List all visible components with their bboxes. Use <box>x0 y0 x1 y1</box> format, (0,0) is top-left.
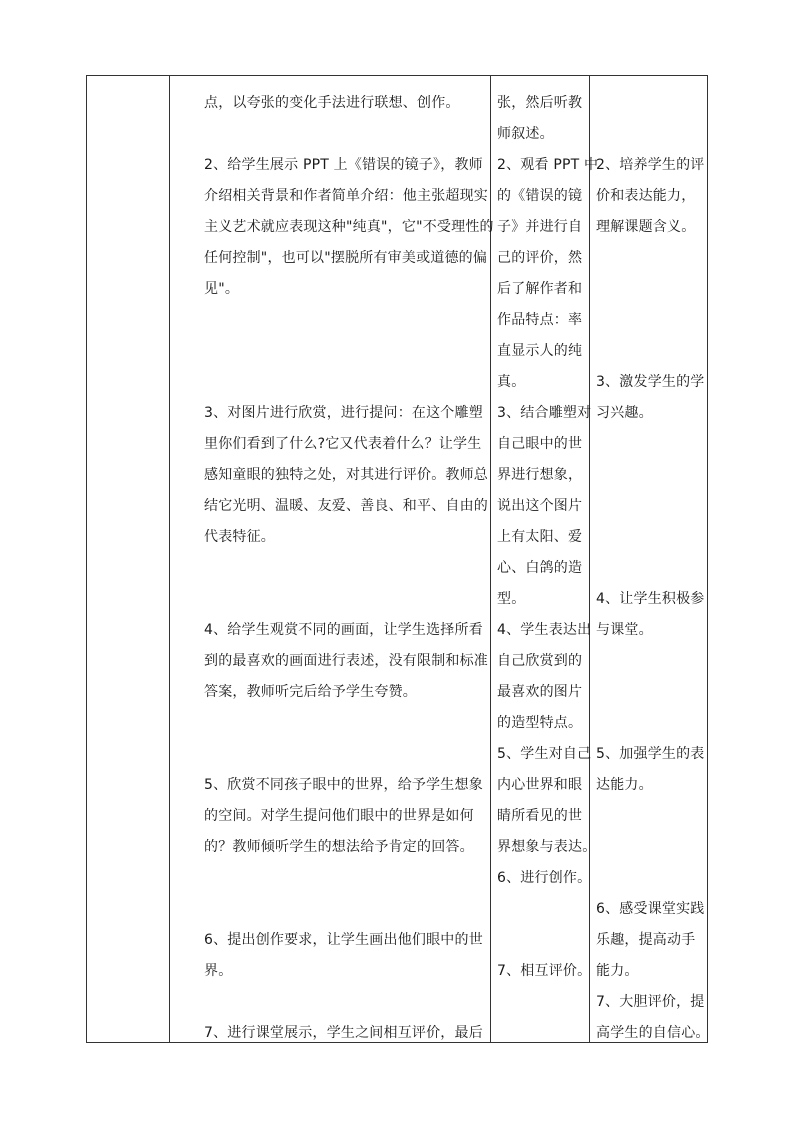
text-line: 介绍相关背景和作者简单介绍：他主张超现实 <box>204 188 488 204</box>
text-line: 4、给学生观赏不同的画面，让学生选择所看 <box>204 622 483 638</box>
text-line: 真。 <box>497 374 526 390</box>
text-line: 张，然后听教 <box>497 95 583 111</box>
text-line: 最喜欢的图片 <box>497 684 583 700</box>
text-line: 6、进行创作。 <box>497 870 592 886</box>
text-line: 高学生的自信心。 <box>596 1025 710 1041</box>
text-line: 界想象与表达。 <box>497 839 597 855</box>
text-line: 2、观看 PPT 中 <box>497 157 599 173</box>
text-line: 4、学生表达出 <box>497 622 592 638</box>
text-line: 6、感受课堂实践 <box>596 901 705 917</box>
column-divider <box>589 76 590 1042</box>
text-line: 的？教师倾听学生的想法给予肯定的回答。 <box>204 839 474 855</box>
text-line: 作品特点：率 <box>497 312 583 328</box>
text-line: 子》并进行自 <box>497 219 583 235</box>
text-line: 到的最喜欢的画面进行表述，没有限制和标准 <box>204 653 488 669</box>
text-line: 2、给学生展示 PPT 上《错误的镜子》，教师 <box>204 157 483 173</box>
text-line: 见"。 <box>204 281 240 297</box>
lesson-plan-table <box>86 75 708 1043</box>
text-line: 己的评价，然 <box>497 250 583 266</box>
text-line: 3、激发学生的学 <box>596 374 705 390</box>
text-line: 的《错误的镜 <box>497 188 583 204</box>
text-line: 与课堂。 <box>596 622 653 638</box>
text-line: 型。 <box>497 591 526 607</box>
text-line: 习兴趣。 <box>596 405 653 421</box>
text-line: 界。 <box>204 963 233 979</box>
text-line: 心、白鸽的造 <box>497 560 583 576</box>
text-line: 6、提出创作要求，让学生画出他们眼中的世 <box>204 932 483 948</box>
text-line: 上有太阳、爱 <box>497 529 583 545</box>
text-line: 的空间。对学生提问他们眼中的世界是如何 <box>204 808 474 824</box>
text-line: 理解课题含义。 <box>596 219 696 235</box>
text-line: 答案，教师听完后给予学生夸赞。 <box>204 684 417 700</box>
text-line: 的造型特点。 <box>497 715 583 731</box>
text-line: 4、让学生积极参 <box>596 591 705 607</box>
text-line: 3、对图片进行欣赏，进行提问：在这个雕塑 <box>204 405 483 421</box>
text-line: 说出这个图片 <box>497 498 583 514</box>
text-line: 结它光明、温暖、友爱、善良、和平、自由的 <box>204 498 488 514</box>
text-line: 内心世界和眼 <box>497 777 583 793</box>
text-line: 5、欣赏不同孩子眼中的世界，给予学生想象 <box>204 777 483 793</box>
student-activity-column <box>497 76 599 1042</box>
text-line: 感知童眼的独特之处，对其进行评价。教师总 <box>204 467 488 483</box>
text-line: 7、进行课堂展示，学生之间相互评价，最后 <box>204 1025 483 1041</box>
text-line: 7、大胆评价，提 <box>596 994 705 1010</box>
teacher-activity-column <box>204 76 494 1042</box>
text-line: 后了解作者和 <box>497 281 583 297</box>
text-line: 能力。 <box>596 963 639 979</box>
text-line: 5、加强学生的表 <box>596 746 705 762</box>
text-line: 主义艺术就应表现这种"纯真"，它"不受理性的 <box>204 219 494 235</box>
text-line: 3、结合雕塑对 <box>497 405 592 421</box>
text-line: 2、培养学生的评 <box>596 157 705 173</box>
text-line: 睛所看见的世 <box>497 808 583 824</box>
text-line: 点，以夸张的变化手法进行联想、创作。 <box>204 95 460 111</box>
text-line: 任何控制"，也可以"摆脱所有审美或道德的偏 <box>204 250 488 266</box>
text-line: 7、相互评价。 <box>497 963 592 979</box>
text-line: 乐趣，提高动手 <box>596 932 696 948</box>
text-line: 5、学生对自己 <box>497 746 592 762</box>
text-line: 里你们看到了什么?它又代表着什么？让学生 <box>204 436 482 452</box>
text-line: 价和表达能力， <box>596 188 696 204</box>
design-intent-column <box>596 76 708 1042</box>
column-divider <box>169 76 170 1042</box>
text-line: 代表特征。 <box>204 529 275 545</box>
text-line: 自己欣赏到的 <box>497 653 583 669</box>
text-line: 达能力。 <box>596 777 653 793</box>
text-line: 直显示人的纯 <box>497 343 583 359</box>
text-line: 自己眼中的世 <box>497 436 583 452</box>
text-line: 界进行想象， <box>497 467 583 483</box>
text-line: 师叙述。 <box>497 126 554 142</box>
